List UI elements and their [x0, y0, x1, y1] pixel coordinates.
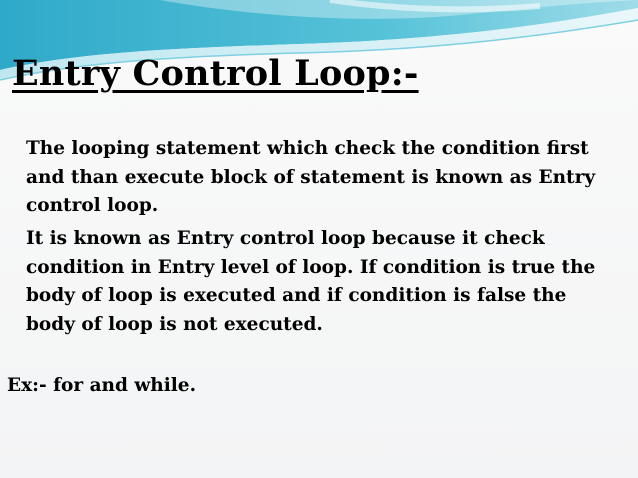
paragraph-line: control loop. — [26, 195, 159, 216]
paragraph-explanation — [26, 225, 595, 339]
paragraph-line: and than execute block of statement is known as Entry — [26, 166, 596, 188]
paragraph-line: It is known as Entry control loop because it check — [26, 228, 545, 249]
paragraph-line: body of loop is executed and if condition is false the — [26, 285, 567, 306]
paragraph-line: body of loop is not executed. — [26, 313, 323, 335]
paragraph-definition — [26, 135, 595, 221]
example-text: Ex:- for and while. — [7, 375, 197, 396]
slide-title: Entry Control Loop:- — [12, 53, 419, 94]
paragraph-line: condition in Entry level of loop. If condition is true the — [26, 256, 596, 278]
paragraph-line: The looping statement which check the condition first — [26, 138, 589, 159]
